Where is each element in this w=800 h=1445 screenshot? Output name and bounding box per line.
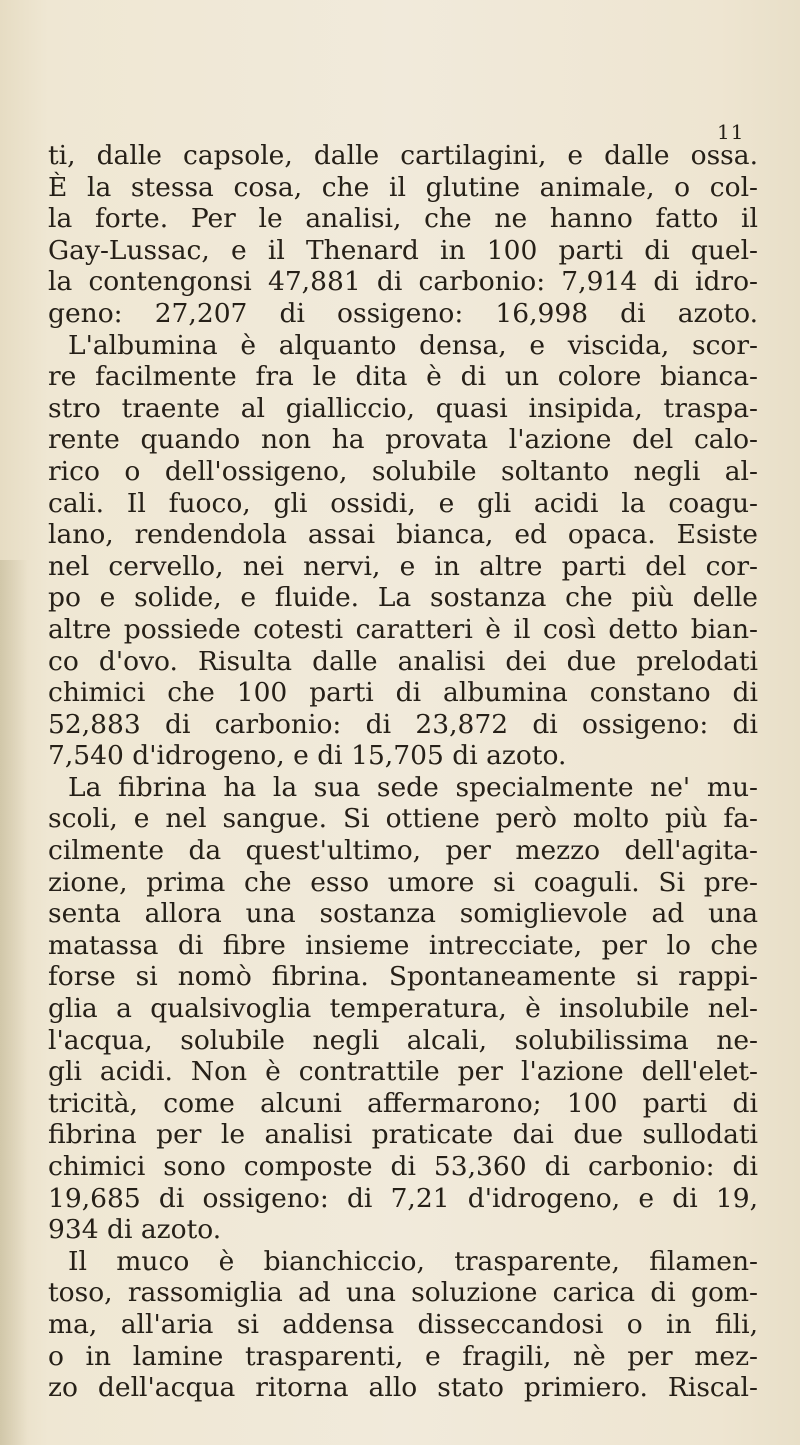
text-line: gli acidi. Non è contrattile per l'azione dell'elet-	[48, 1056, 758, 1088]
text-line: nel cervello, nei nervi, e in altre parti del cor-	[48, 550, 758, 582]
text-line: co d'ovo. Risulta dalle analisi dei due prelodati	[48, 645, 758, 677]
text-line: altre possiede cotesti caratteri è il così detto bian-	[48, 613, 758, 645]
text-line: re facilmente fra le dita è di un colore bianca-	[48, 361, 758, 393]
text-line: glia a qualsivoglia temperatura, è insolubile nel-	[48, 993, 758, 1025]
text-line: Il muco è bianchiccio, trasparente, filamen-	[68, 1245, 758, 1277]
page-binding-shadow	[0, 560, 28, 1445]
text-line: po e solide, e fluide. La sostanza che più delle	[48, 582, 758, 614]
text-line: rico o dell'ossigeno, solubile soltanto negli al-	[48, 455, 758, 487]
text-line: la forte. Per le analisi, che ne hanno fatto il	[48, 203, 758, 235]
text-line: lano, rendendola assai bianca, ed opaca. Esiste	[48, 519, 758, 551]
text-line: zo dell'acqua ritorna allo stato primiero. Riscal-	[48, 1372, 758, 1404]
text-line: chimici che 100 parti di albumina constano di	[48, 677, 758, 709]
text-line: cilmente da quest'ultimo, per mezzo dell'agita-	[48, 835, 758, 867]
text-line: ti, dalle capsole, dalle cartilagini, e dalle ossa.	[48, 140, 758, 171]
text-line: tricità, come alcuni affermarono; 100 parti di	[48, 1087, 758, 1119]
text-line: La fibrina ha la sua sede specialmente ne' mu-	[68, 771, 758, 803]
text-line: geno: 27,207 di ossigeno: 16,998 di azoto.	[48, 297, 758, 329]
text-line: o in lamine trasparenti, e fragili, nè per mez-	[48, 1340, 758, 1372]
text-line: È la stessa cosa, che il glutine animale, o col-	[48, 171, 758, 203]
text-line: 7,540 d'idrogeno, e di 15,705 di azoto.	[48, 740, 567, 772]
text-line: ma, all'aria si addensa disseccandosi o in fili,	[48, 1308, 758, 1340]
text-line: matassa di fibre insieme intrecciate, per lo che	[48, 929, 758, 961]
text-line: senta allora una sostanza somiglievole ad una	[48, 898, 758, 930]
text-line: l'acqua, solubile negli alcali, solubilissima ne-	[48, 1024, 758, 1056]
text-line: Gay-Lussac, e il Thenard in 100 parti di quel-	[48, 234, 758, 266]
page-number: 11	[717, 120, 745, 144]
text-line: la contengonsi 47,881 di carbonio: 7,914 di idro-	[48, 266, 758, 298]
text-line: toso, rassomiglia ad una soluzione carica di gom-	[48, 1277, 758, 1309]
text-line: cali. Il fuoco, gli ossidi, e gli acidi la coagu-	[48, 487, 758, 519]
text-line: fibrina per le analisi praticate dai due sullodati	[48, 1119, 758, 1151]
text-line: L'albumina è alquanto densa, e viscida, scor-	[68, 329, 758, 361]
text-line: stro traente al gialliccio, quasi insipida, traspa-	[48, 392, 758, 424]
text-line: scoli, e nel sangue. Si ottiene però molto più fa-	[48, 803, 758, 835]
body-text	[48, 140, 758, 1404]
text-line: zione, prima che esso umore si coaguli. Si pre-	[48, 866, 758, 898]
text-line: rente quando non ha provata l'azione del calo-	[48, 424, 758, 456]
text-line: 52,883 di carbonio: di 23,872 di ossigeno: di	[48, 708, 758, 740]
text-line: chimici sono composte di 53,360 di carbonio: di	[48, 1151, 758, 1182]
text-line: 19,685 di ossigeno: di 7,21 d'idrogeno, e di 19,	[48, 1182, 758, 1214]
text-line: forse si nomò fibrina. Spontaneamente si rappi-	[48, 961, 758, 993]
text-line: 934 di azoto.	[48, 1214, 222, 1246]
